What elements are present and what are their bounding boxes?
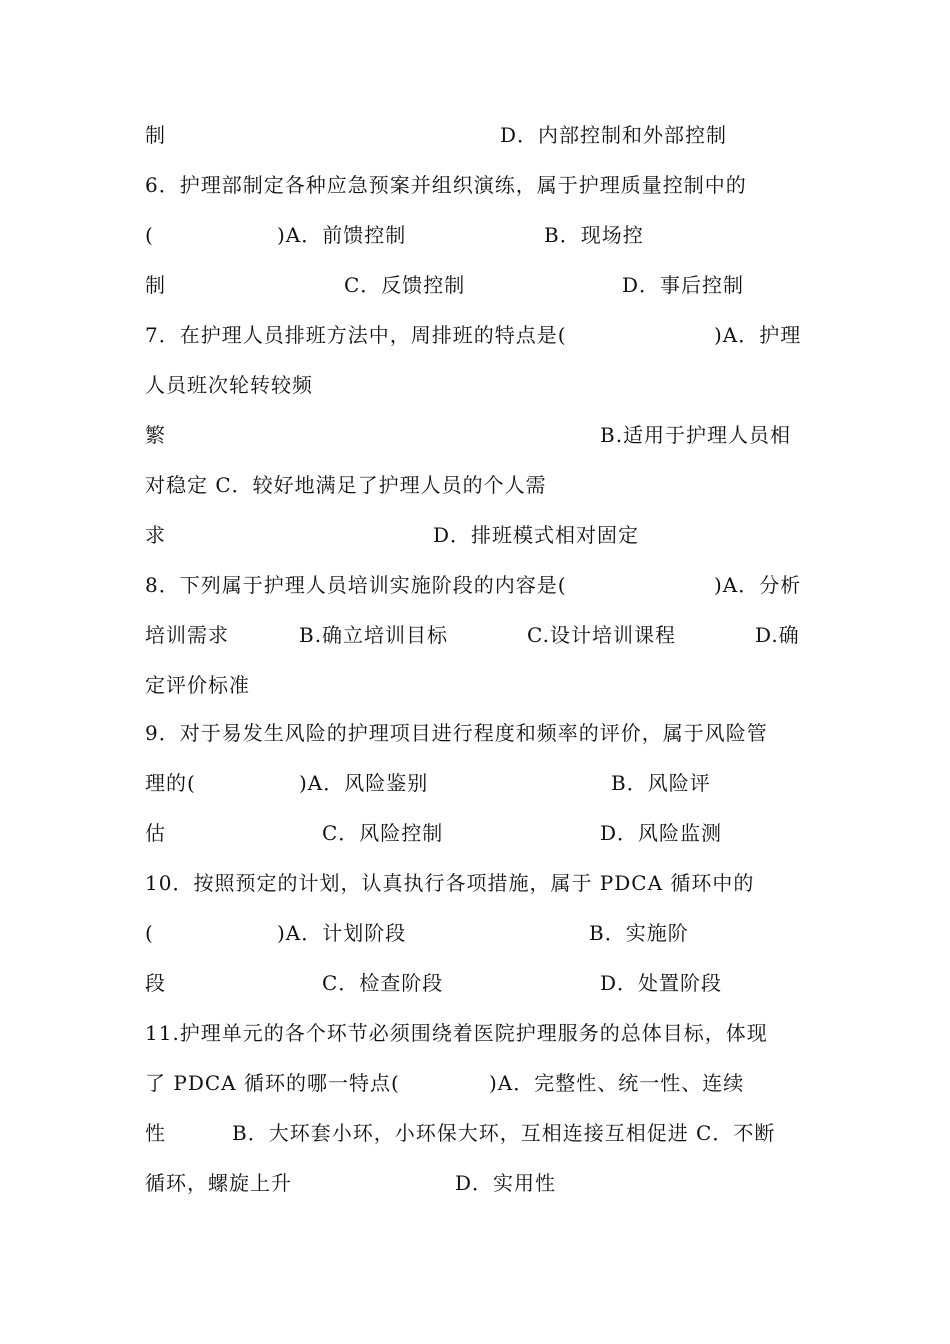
question-10-option-d: D．处置阶段 <box>600 971 723 995</box>
question-10-option-c: C．检查阶段 <box>322 971 444 995</box>
question-7-option-c-end: 求 <box>145 523 166 547</box>
question-10-paren: ( <box>145 921 154 945</box>
question-9-option-c: C．风险控制 <box>322 821 444 845</box>
question-11-option-a: )A．完整性、统一性、连续 <box>489 1071 745 1095</box>
question-10-stem: 10．按照预定的计划，认真执行各项措施，属于 PDCA 循环中的 <box>145 871 755 895</box>
question-8-option-a: )A．分析 <box>714 573 802 597</box>
question-11-option-d: D．实用性 <box>455 1171 557 1195</box>
question-8-option-c: C.设计培训课程 <box>527 623 676 647</box>
question-8-option-d: D.确 <box>755 623 800 647</box>
question-7-option-a-cont: 人员班次轮转较频 <box>145 373 313 397</box>
question-8-option-d-cont: 定评价标准 <box>145 673 250 697</box>
question-10-option-b: B．实施阶 <box>589 921 689 945</box>
question-8-option-b: B.确立培训目标 <box>299 623 449 647</box>
question-7-option-a-end: 繁 <box>145 423 166 447</box>
question-6-option-c: C．反馈控制 <box>344 273 466 297</box>
question-6-option-b: B．现场控 <box>544 223 644 247</box>
question-9-stem-cont: 理的( <box>145 771 196 795</box>
question-9-option-a: )A．风险鉴别 <box>299 771 429 795</box>
question-6-stem: 6．护理部制定各种应急预案并组织演练，属于护理质量控制中的 <box>145 173 747 197</box>
question-8-stem: 8．下列属于护理人员培训实施阶段的内容是( <box>145 573 567 597</box>
question-6-option-d: D．事后控制 <box>622 273 745 297</box>
question-9-option-d: D．风险监测 <box>600 821 723 845</box>
question-9-option-b: B．风险评 <box>611 771 711 795</box>
question-8-option-a-cont: 培训需求 <box>145 623 229 647</box>
question-9-stem: 9．对于易发生风险的护理项目进行程度和频率的评价，属于风险管 <box>145 721 768 745</box>
question-7-option-b-c: 对稳定 C．较好地满足了护理人员的个人需 <box>145 473 547 497</box>
question-11-stem-cont: 了 PDCA 循环的哪一特点( <box>145 1071 400 1095</box>
question-7-option-d: D．排班模式相对固定 <box>433 523 640 547</box>
question-10-option-b-cont: 段 <box>145 971 166 995</box>
question-11-stem: 11.护理单元的各个环节必须围绕着医院护理服务的总体目标，体现 <box>145 1021 768 1045</box>
text-line-1a: 制 <box>145 123 166 147</box>
question-6-option-a: )A．前馈控制 <box>277 223 407 247</box>
question-11-option-c-cont: 循环，螺旋上升 <box>145 1171 292 1195</box>
question-10-option-a: )A．计划阶段 <box>277 921 407 945</box>
question-7-option-a: )A．护理 <box>714 323 802 347</box>
question-7-option-b: B.适用于护理人员相 <box>600 423 792 447</box>
question-6-option-b-cont: 制 <box>145 273 166 297</box>
question-9-option-b-cont: 估 <box>145 821 166 845</box>
question-6-paren: ( <box>145 223 154 247</box>
question-7-stem: 7．在护理人员排班方法中，周排班的特点是( <box>145 323 567 347</box>
text-line-1b: D．内部控制和外部控制 <box>500 123 728 147</box>
question-11-option-a-cont: 性 <box>145 1121 166 1145</box>
question-11-option-b-c: B．大环套小环，小环保大环，互相连接互相促进 C．不断 <box>232 1121 776 1145</box>
